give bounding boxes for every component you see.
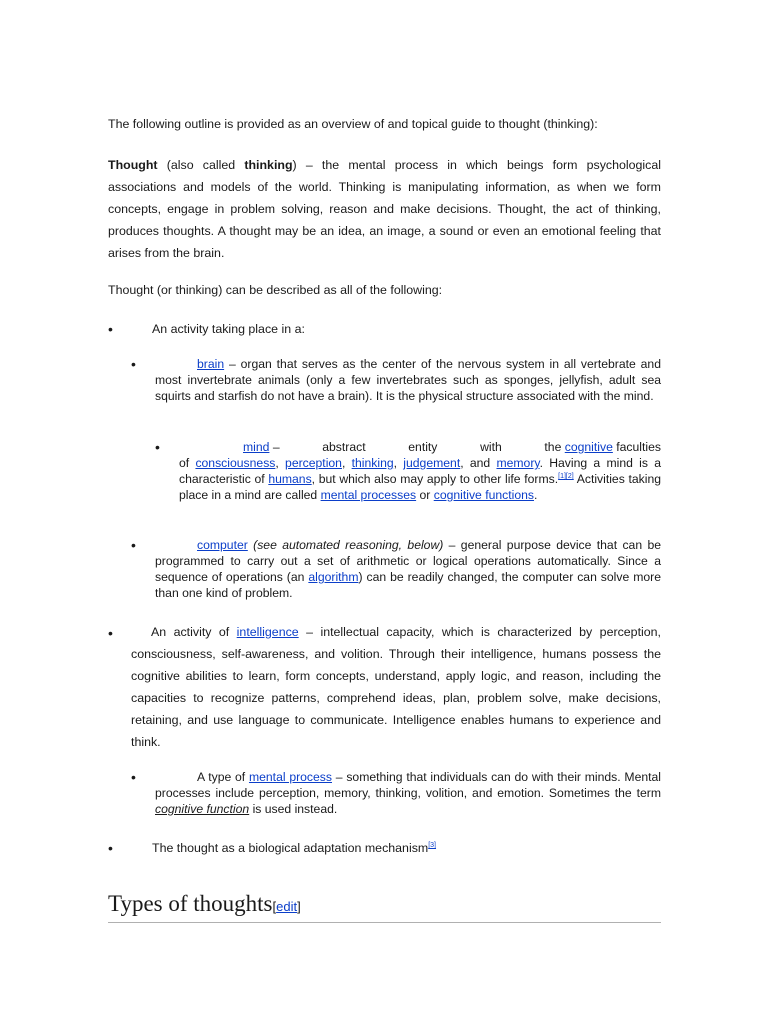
bullet-marker: • [131, 356, 136, 372]
link-computer[interactable]: computer [197, 538, 248, 552]
list-item-mental-process: A type of mental process – something that individuals can do with their minds. Mental processes include perception, memory, thinking, volition, and emotion. Sometimes the term cognitive function is used instead. [155, 770, 661, 816]
list-item-brain: brain – organ that serves as the center of the nervous system in all vertebrate and most invertebrate animals (only a few invertebrates such as sponges, jellyfish, adult sea squirts and starfish do not have a brain). It is the physical structure associated with the mind. [155, 357, 661, 403]
link-mind[interactable]: mind [243, 440, 270, 454]
intro-paragraph: The following outline is provided as an overview of and topical guide to thought (thinking): [108, 117, 598, 131]
list-item-computer: computer (see automated reasoning, below) – general purpose device that can be programmed to carry out a set of arithmetic or logical operations automatically. Since a sequence of operations (an algorithm) can be readily changed, the computer can solve more than one kind of problem. [155, 538, 661, 600]
definition-paragraph: Thought (also called thinking) – the mental process in which beings form psychological associations and models of the world. Thinking is manipulating information, as when we form concepts, engage in problem solving, reason and make decisions. Thought, the act of thinking, produces thoughts. A thought may be an idea, an image, a sound or even an emotional feeling that arises from the brain. [108, 158, 661, 260]
link-brain[interactable]: brain [197, 357, 225, 371]
link-consciousness[interactable]: consciousness [195, 456, 276, 470]
bullet-marker: • [108, 840, 113, 856]
list-item-adaptation: The thought as a biological adaptation mechanism[3] [152, 841, 437, 855]
list-item-mind: mind – abstract entity with the cognitive faculties of consciousness, perception, thinking, judgement, and memory. Having a mind is a characteristic of humans, but which also may apply to other life forms.[1][2] Activities taking place in a mind are called mental processes or cognitive functions. [179, 440, 661, 502]
reference-3[interactable]: [3] [428, 841, 437, 849]
link-humans[interactable]: humans [268, 472, 312, 486]
term-thinking: thinking [244, 158, 293, 172]
section-heading-types-of-thoughts: Types of thoughts[edit] [108, 890, 661, 923]
bullet-marker: • [131, 537, 136, 553]
link-thinking[interactable]: thinking [351, 456, 394, 470]
link-judgement[interactable]: judgement [403, 456, 461, 470]
described-as-paragraph: Thought (or thinking) can be described as all of the following: [108, 283, 443, 297]
link-algorithm[interactable]: algorithm [308, 570, 359, 584]
link-perception[interactable]: perception [285, 456, 342, 470]
list-item-intelligence: An activity of intelligence – intellectual capacity, which is characterized by perception, consciousness, self-awareness, and volition. Through their intelligence, humans possess the cognitive abilities to learn, form concepts, understand, apply logic, and reason, including the capacities to recognize patterns, comprehend ideas, plan, problem solve, make decisions, retaining, and use language to communicate. Intelligence enables humans to experience and think. [131, 625, 661, 749]
bullet-marker: • [131, 769, 136, 785]
link-cognitive-functions[interactable]: cognitive functions [433, 488, 534, 502]
reference-1[interactable]: [1] [558, 472, 566, 480]
link-mental-processes[interactable]: mental processes [320, 488, 417, 502]
edit-link[interactable]: edit [276, 899, 298, 914]
link-mental-process[interactable]: mental process [248, 770, 332, 784]
bullet-marker: • [108, 625, 113, 641]
list-item-activity: An activity taking place in a: [152, 322, 305, 336]
link-cognitive-function[interactable]: cognitive function [155, 802, 250, 816]
link-cognitive[interactable]: cognitive [564, 440, 613, 454]
bullet-marker: • [155, 439, 160, 455]
link-intelligence[interactable]: intelligence [236, 625, 299, 639]
link-memory[interactable]: memory [496, 456, 540, 470]
reference-2[interactable]: [2] [565, 472, 574, 480]
term-thought: Thought [108, 158, 158, 172]
bullet-marker: • [108, 321, 113, 337]
